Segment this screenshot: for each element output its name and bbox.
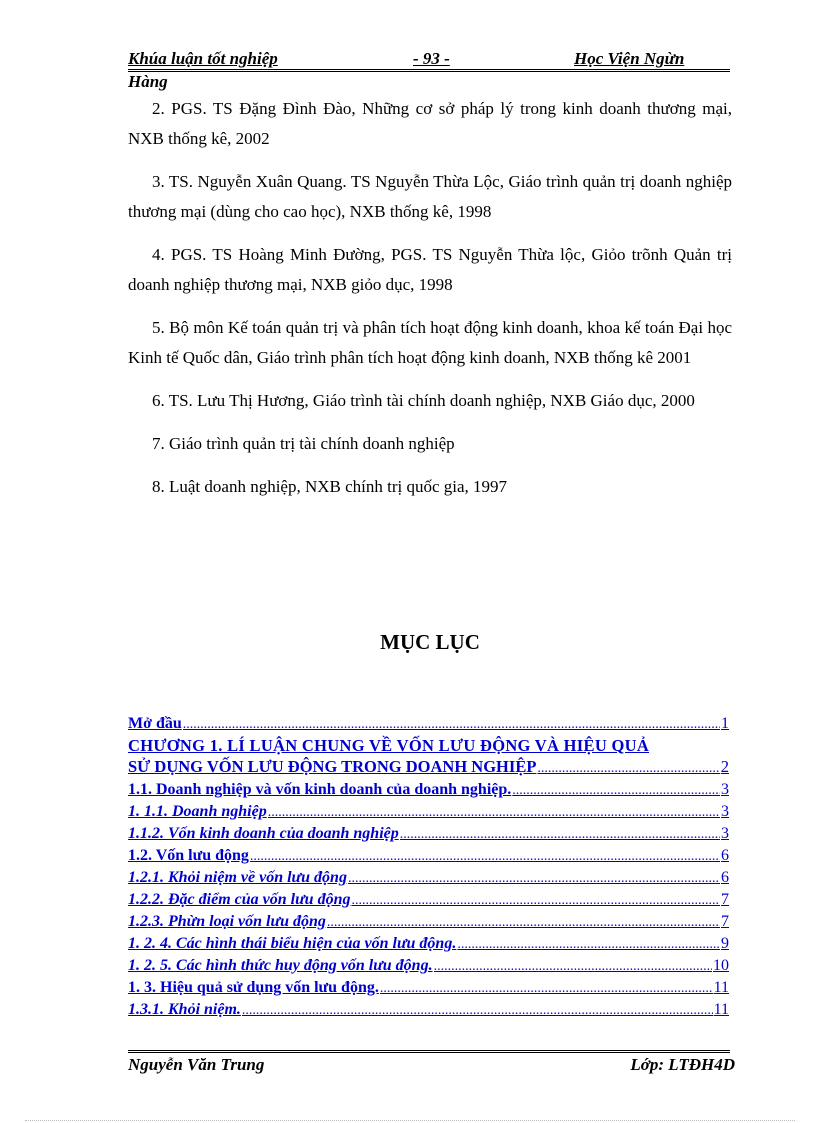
toc-entry[interactable] bbox=[128, 977, 729, 999]
toc-entry-page: 7 bbox=[721, 913, 729, 930]
toc-leader-dots bbox=[434, 956, 712, 977]
toc-entry-label: 1.1.2. Vốn kinh doanh của doanh nghiệp bbox=[128, 825, 399, 842]
toc-entry[interactable] bbox=[128, 911, 729, 933]
toc-entry-page: 1 bbox=[721, 715, 729, 732]
toc-entry[interactable] bbox=[128, 801, 729, 823]
toc-entry[interactable] bbox=[128, 999, 729, 1021]
toc-entry-label: 1.3.1. Khỏi niệm. bbox=[128, 1001, 241, 1018]
toc-entry-label: Mở đầu bbox=[128, 715, 182, 732]
toc-leader-dots bbox=[380, 978, 713, 999]
toc-entry[interactable] bbox=[128, 955, 729, 977]
page-bottom-edge bbox=[25, 1120, 795, 1121]
toc-leader-dots bbox=[242, 1000, 713, 1021]
reference-item: 8. Luật doanh nghiệp, NXB chính trị quốc gia, 1997 bbox=[152, 477, 508, 496]
toc-entry-intro[interactable] bbox=[128, 713, 729, 735]
toc-entry[interactable] bbox=[128, 933, 729, 955]
toc-leader-dots bbox=[400, 824, 720, 845]
footer-rule bbox=[128, 1050, 730, 1053]
toc-leader-dots bbox=[183, 714, 720, 735]
toc-entry-label: 1. 2. 4. Các hình thái biểu hiện của vốn lưu động. bbox=[128, 935, 457, 952]
reference-item: 2. PGS. TS Đặng Đình Đào, Những cơ sở pháp lý trong kinh doanh thương mại, NXB thống kê, 2002 bbox=[128, 99, 732, 148]
toc-entry[interactable] bbox=[128, 845, 729, 867]
toc-entry[interactable] bbox=[128, 823, 729, 845]
toc-entry-page: 7 bbox=[721, 891, 729, 908]
toc-entry-page: 9 bbox=[721, 935, 729, 952]
toc-entry-page: 3 bbox=[721, 803, 729, 820]
header-rule bbox=[128, 69, 730, 72]
toc-title: MỤC LỤC bbox=[380, 630, 480, 654]
toc-entry-page: 10 bbox=[713, 957, 729, 974]
toc-entry[interactable] bbox=[128, 867, 729, 889]
footer-class: Lớp: LTĐH4D bbox=[630, 1055, 735, 1074]
toc-entry[interactable] bbox=[128, 889, 729, 911]
toc-entry-page: 3 bbox=[721, 825, 729, 842]
footer-author: Nguyễn Văn Trung bbox=[128, 1055, 265, 1074]
toc-entry-label: 1. 1.1. Doanh nghiệp bbox=[128, 803, 267, 820]
reference-item: 5. Bộ môn Kế toán quản trị và phân tích hoạt động kinh doanh, khoa kế toán Đại học Kinh tế Quốc dân, Giáo trình phân tích hoạt động kinh doanh, NXB thống kê 2001 bbox=[128, 318, 732, 367]
toc-leader-dots bbox=[537, 758, 719, 779]
toc-leader-dots bbox=[512, 780, 720, 801]
toc-leader-dots bbox=[351, 890, 720, 911]
toc-chapter-title-line1: CHƯƠNG 1. LÍ LUẬN CHUNG VỀ VỐN LƯU ĐỘNG VÀ HIỆU QUẢ bbox=[128, 736, 650, 755]
toc-entry-page: 11 bbox=[713, 1001, 729, 1018]
reference-item: 4. PGS. TS Hoàng Minh Đường, PGS. TS Nguyễn Thừa lộc, Giỏo trõnh Quản trị doanh nghiệp thương mại, NXB giỏo dục, 1998 bbox=[128, 245, 732, 294]
toc-entry-label: 1.2.1. Khỏi niệm về vốn lưu động bbox=[128, 869, 347, 886]
toc-entry-chapter-1[interactable] bbox=[128, 735, 729, 779]
toc-entry-label: 1. 2. 5. Các hình thức huy động vốn lưu động. bbox=[128, 957, 433, 974]
toc-entry-label: 1. 3. Hiệu quả sử dụng vốn lưu động. bbox=[128, 979, 379, 996]
header-thesis-label: Khúa luận tốt nghiệp bbox=[128, 49, 278, 68]
toc-leader-dots bbox=[348, 868, 720, 889]
toc-leader-dots bbox=[327, 912, 720, 933]
toc-entry-page: 3 bbox=[721, 781, 729, 798]
header-page-number: - 93 - bbox=[413, 49, 450, 68]
reference-list bbox=[128, 94, 732, 515]
toc-leader-dots bbox=[457, 934, 720, 955]
reference-item: 7. Giáo trình quản trị tài chính doanh nghiệp bbox=[152, 434, 455, 453]
toc-leader-dots bbox=[268, 802, 720, 823]
toc-entry-page: 6 bbox=[721, 869, 729, 886]
toc-entry-label: 1.1. Doanh nghiệp và vốn kinh doanh của doanh nghiệp. bbox=[128, 781, 512, 798]
toc-entry-label: 1.2. Vốn lưu động bbox=[128, 847, 249, 864]
header-institution-continued: Hàng bbox=[128, 72, 168, 91]
header-institution: Học Viện Ngừn bbox=[574, 49, 685, 68]
toc-chapter-title-line2: SỬ DỤNG VỐN LƯU ĐỘNG TRONG DOANH NGHIỆP bbox=[128, 757, 537, 776]
toc-entry-label: 1.2.2. Đặc điểm của vốn lưu động bbox=[128, 891, 351, 908]
toc-leader-dots bbox=[250, 846, 720, 867]
reference-item: 3. TS. Nguyễn Xuân Quang. TS Nguyễn Thừa Lộc, Giáo trình quản trị doanh nghiệp thương mại (dùng cho cao học), NXB thống kê, 1998 bbox=[128, 172, 732, 221]
table-of-contents bbox=[128, 713, 729, 1021]
toc-entry[interactable] bbox=[128, 779, 729, 801]
toc-entry-page: 11 bbox=[713, 979, 729, 996]
reference-item: 6. TS. Lưu Thị Hương, Giáo trình tài chính doanh nghiệp, NXB Giáo dục, 2000 bbox=[152, 391, 695, 410]
toc-entry-page: 6 bbox=[721, 847, 729, 864]
toc-entry-label: 1.2.3. Phừn loại vốn lưu động bbox=[128, 913, 326, 930]
toc-entry-page: 2 bbox=[720, 757, 729, 776]
